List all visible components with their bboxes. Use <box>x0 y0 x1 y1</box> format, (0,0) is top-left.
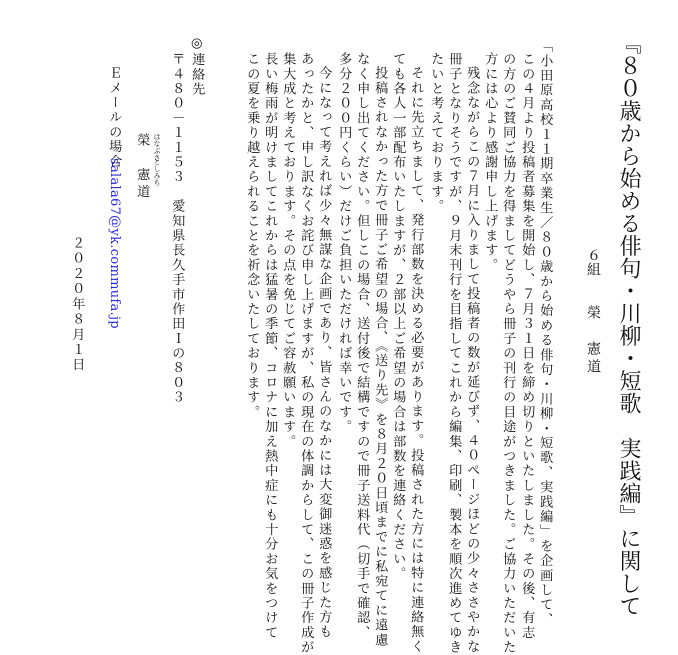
name-ruby-family: はなぶさ <box>153 133 161 161</box>
body-line: あったかと、申し訳なくお詫び申し上げますが、私の現在の体調からして、この冊子作成が <box>298 52 314 655</box>
body-line: ても各人一部配布いたしますが、２部以上ご希望の場合は部数を連絡ください。 <box>390 52 406 582</box>
body-line: この夏を乗り越えられることを祈念いたしております。 <box>244 52 260 420</box>
body-line: 冊子となりそうですが、９月末刊行を目指してこれから編集、印刷、製本を順次進めてゆき <box>446 52 462 655</box>
contact-heading: ◎連絡先 <box>189 36 205 97</box>
author-class: ６組 <box>585 248 601 276</box>
body-line: 投稿されなかった方で冊子ご希望の場合、《送り先》を８月２０日頃までに私宛てに遠慮 <box>372 66 388 648</box>
email-label: Ｅメールの場合 <box>106 66 122 169</box>
body-line: なく申し出てください。但しこの場合、送付後で結構ですので冊子送料代（切手で確認、 <box>354 52 370 640</box>
body-line: 残念ながらこの７月に入りまして投稿者の数が延びず、４０ページほどの少々ささやかな <box>464 66 480 654</box>
body-line: たいと考えております。 <box>428 52 444 214</box>
body-line: 「小田原高校１１期卒業生／８０歳から始める俳句・川柳・短歌、実践編」を企画して、 <box>537 39 553 627</box>
name-ruby-given: としみち <box>153 158 161 186</box>
author-name: 榮 憲道 <box>585 305 601 377</box>
body-line: この４月より投稿者募集を開始し、７月３１日を締め切りといたしました。その後、有志 <box>519 52 535 640</box>
email-link[interactable]: salala67@yk.commufa.jp <box>107 158 122 329</box>
document-title: 『８０歳から始める俳句・川柳・短歌 実践編』に関して <box>616 32 641 617</box>
contact-address: 〒４８０－１１５３ 愛知県長久手市作田Ｉの８０３ <box>169 52 185 405</box>
body-line: 方には心より感謝申し上げます。 <box>482 52 498 273</box>
body-line: それに先立ちまして、発行部数を決める必要があります。投稿された方には特に連絡無く <box>408 66 424 654</box>
body-line: 多分２００円くらい）だけご負担いただければ幸いです。 <box>336 52 352 435</box>
body-line: 集大成と考えております。その点を免じてご容赦願います。 <box>280 52 296 449</box>
contact-name: 榮 憲道 <box>134 133 150 202</box>
body-line: の方のご賛同ご協力を得ましてどうやら冊子の刊行の目途がつきました。ご協力いただいた <box>500 52 516 655</box>
body-line: 今になって考えれば少々無謀な企画であり、皆さんのなかには大変御迷惑を感じた方も <box>316 66 332 640</box>
body-line: 長い梅雨が明けましてこれからは猛暑の季節、コロナに加え熱中症にも十分お気をつけて <box>262 52 278 640</box>
document-date: ２０２０年８月１日 <box>69 236 85 373</box>
